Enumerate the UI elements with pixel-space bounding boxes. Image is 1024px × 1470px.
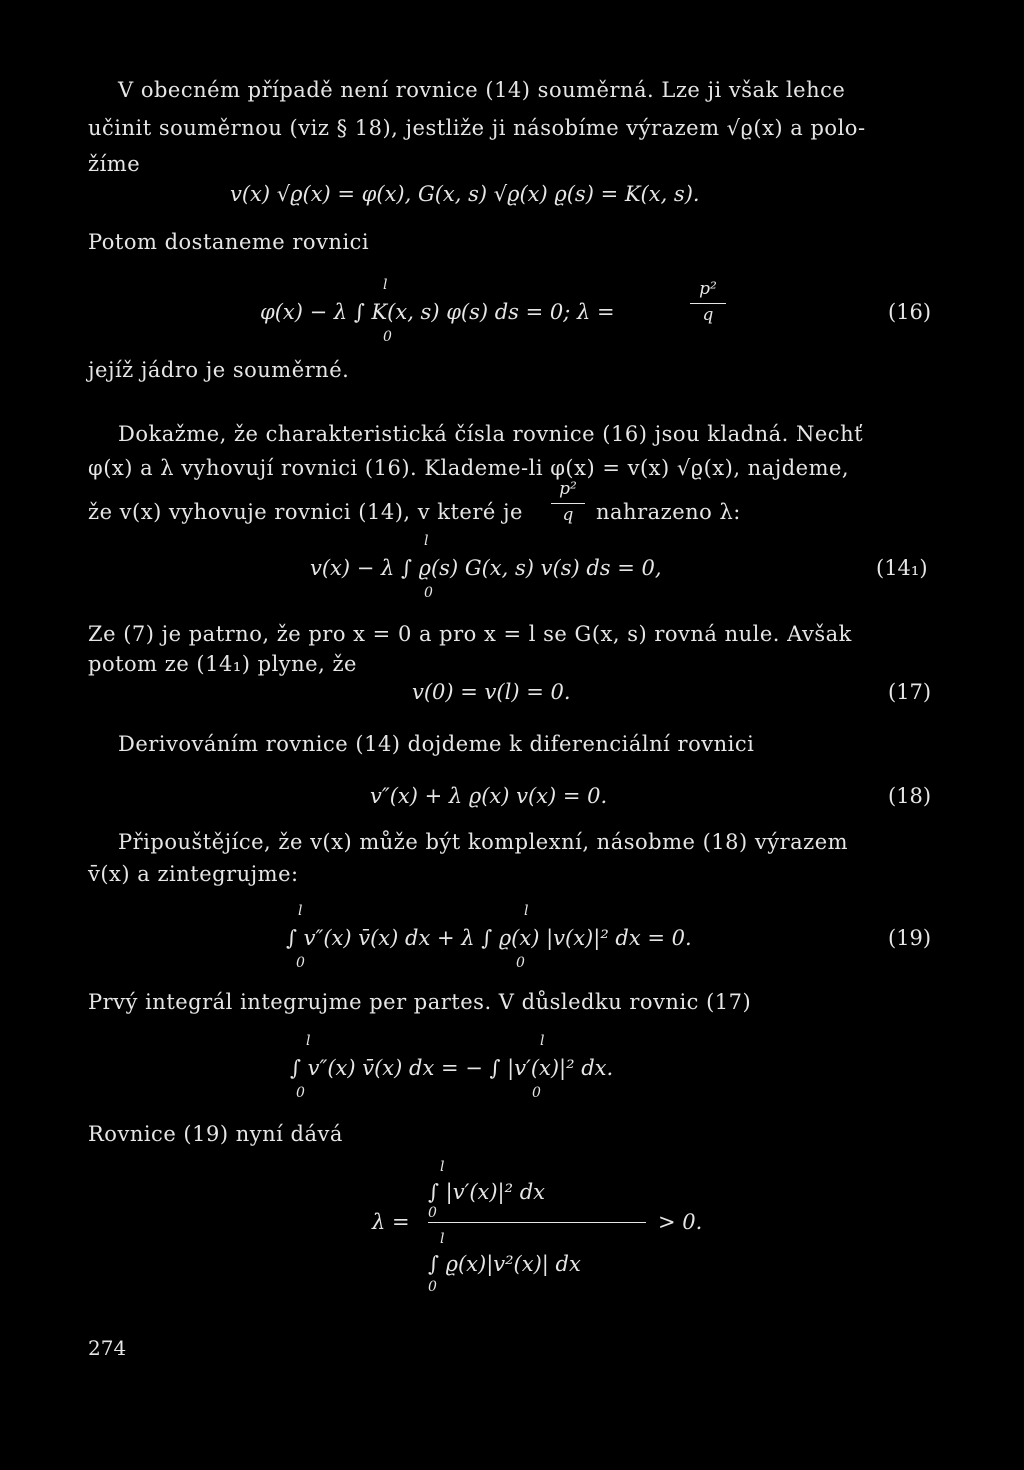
text-line: Derivováním rovnice (14) dojdeme k diferenciální rovnici: [118, 732, 755, 756]
equation-label: (16): [888, 300, 932, 324]
integral-lower-limit: 0: [296, 1085, 305, 1101]
text-line: Potom dostaneme rovnici: [88, 230, 370, 254]
text-line: φ(x) a λ vyhovují rovnici (16). Klademe-li φ(x) = v(x) √ϱ(x), najdeme,: [88, 456, 850, 480]
integral-upper-limit: l: [524, 903, 529, 919]
equation-definition: v(x) √ϱ(x) = φ(x), G(x, s) √ϱ(x) ϱ(s) = K(x, s).: [230, 182, 700, 206]
text-line: Připouštějíce, že v(x) může být komplexní, násobme (18) výrazem: [118, 830, 849, 854]
integral-lower-limit: 0: [424, 585, 433, 601]
fraction-denominator: ∫ ϱ(x)|v²(x)| dx: [428, 1252, 581, 1276]
integral-upper-limit: l: [383, 277, 388, 293]
text-line: Prvý integrál integrujme per partes. V důsledku rovnic (17): [88, 990, 752, 1014]
text-line: učinit souměrnou (viz § 18), jestliže ji násobíme výrazem √ϱ(x) a polo-: [88, 116, 866, 140]
integral-upper-limit: l: [440, 1231, 445, 1247]
text-line: že v(x) vyhovuje rovnici (14), v které je: [88, 500, 523, 524]
integral-lower-limit: 0: [383, 329, 392, 345]
text-line: Ze (7) je patrno, že pro x = 0 a pro x = l se G(x, s) rovná nule. Avšak: [88, 622, 852, 646]
fraction-numerator: p²: [559, 479, 577, 499]
lambda-left: λ =: [372, 1210, 410, 1234]
equation-label: (17): [888, 680, 932, 704]
lambda-right: > 0.: [658, 1210, 703, 1234]
fraction-numerator: ∫ |v′(x)|² dx: [428, 1180, 546, 1204]
integral-lower-limit: 0: [516, 955, 525, 971]
equation-14-1: v(x) − λ ∫ ϱ(s) G(x, s) v(s) ds = 0,: [310, 556, 662, 580]
integral-upper-limit: l: [298, 903, 303, 919]
text-line: V obecném případě není rovnice (14) souměrná. Lze ji však lehce: [118, 78, 846, 102]
integral-upper-limit: l: [306, 1033, 311, 1049]
equation-label: (18): [888, 784, 932, 808]
text-line: v̄(x) a zintegrujme:: [88, 862, 299, 886]
integral-lower-limit: 0: [532, 1085, 541, 1101]
fraction-numerator: p²: [699, 279, 717, 299]
equation-per-partes: ∫ v″(x) v̄(x) dx = − ∫ |v′(x)|² dx.: [290, 1056, 614, 1080]
text-line: Dokažme, že charakteristická čísla rovnice (16) jsou kladná. Nechť: [118, 422, 864, 446]
equation-17: v(0) = v(l) = 0.: [412, 680, 571, 704]
fraction-bar: [551, 503, 585, 504]
integral-lower-limit: 0: [428, 1279, 437, 1295]
text-line: Rovnice (19) nyní dává: [88, 1122, 343, 1146]
integral-upper-limit: l: [424, 533, 429, 549]
equation-label: (14₁): [876, 556, 928, 580]
integral-lower-limit: 0: [428, 1205, 437, 1221]
integral-upper-limit: l: [440, 1159, 445, 1175]
equation-label: (19): [888, 926, 932, 950]
equation-19: ∫ v″(x) v̄(x) dx + λ ∫ ϱ(x) |v(x)|² dx = 0.: [286, 926, 692, 950]
text-line: nahrazeno λ:: [596, 500, 741, 524]
fraction-bar: [690, 303, 726, 304]
equation-18: v″(x) + λ ϱ(x) v(x) = 0.: [370, 784, 608, 808]
fraction-bar: [428, 1222, 646, 1223]
integral-upper-limit: l: [540, 1033, 545, 1049]
text-line: jejíž jádro je souměrné.: [88, 358, 350, 382]
integral-lower-limit: 0: [296, 955, 305, 971]
equation-16: φ(x) − λ ∫ K(x, s) φ(s) ds = 0; λ =: [260, 300, 615, 324]
page-number: 274: [88, 1336, 127, 1360]
fraction-denominator: q: [562, 505, 574, 525]
text-line: žíme: [88, 152, 141, 176]
text-line: potom ze (14₁) plyne, že: [88, 652, 357, 676]
fraction-denominator: q: [702, 305, 714, 325]
